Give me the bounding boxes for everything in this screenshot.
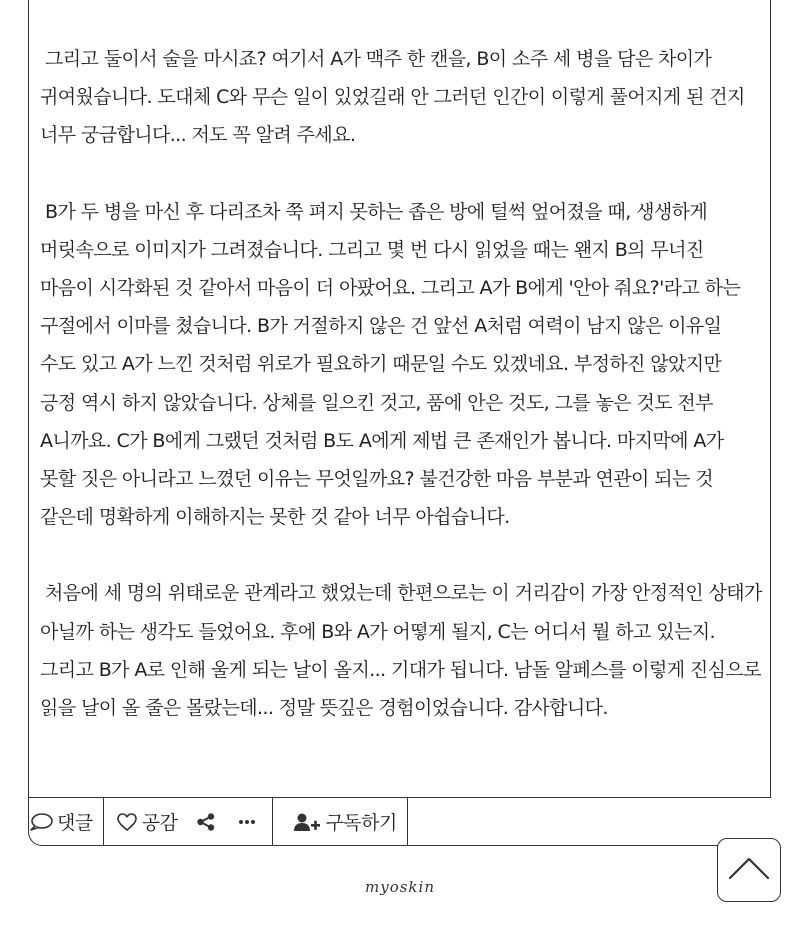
like-label: 공감	[141, 812, 178, 834]
chevron-up-icon	[727, 854, 771, 886]
comment-icon	[29, 812, 53, 832]
comment-label: 댓글	[57, 812, 93, 834]
comment-button[interactable]	[29, 798, 104, 845]
scroll-to-top-button[interactable]	[717, 838, 781, 902]
subscribe-button[interactable]	[273, 798, 407, 845]
more-button[interactable]	[217, 798, 273, 845]
post-paragraph: 그리고 둘이서 술을 마시죠? 여기서 A가 맥주 한 캔을, B이 소주 세 병을 담은 차이가 귀여웠습니다. 도대체 C와 무슨 일이 있었길래 안 그러던 인간이 이렇게 풀어지게 된 건지 너무 궁금합니다... 저도 꼭 알려 주세요.	[40, 48, 745, 147]
post-content	[40, 40, 762, 727]
post-action-bar	[28, 797, 771, 846]
share-button[interactable]	[177, 798, 217, 845]
subscribe-label: 구독하기	[325, 812, 397, 834]
heart-icon	[116, 812, 138, 832]
add-user-icon	[293, 812, 321, 832]
more-icon	[237, 812, 257, 832]
post-paragraph: 처음에 세 명의 위태로운 관계라고 했었는데 한편으로는 이 거리감이 가장 안정적인 상태가 아닐까 하는 생각도 들었어요. 후에 B와 A가 어떻게 될지, C는 어디서 뭘 하고 있는지. 그리고 B가 A로 인해 울게 되는 날이 올지... 기대가 됩니다. 남돌 알페스를 이렇게 진심으로 읽을 날이 올 줄은 몰랐는데... 정말 뜻깊은 경험이었습니다. 감사합니다.	[40, 582, 762, 720]
share-icon	[195, 812, 217, 832]
like-button[interactable]	[104, 798, 178, 845]
blog-logo: myoskin	[365, 878, 435, 896]
post-paragraph: B가 두 병을 마신 후 다리조차 쭉 펴지 못하는 좁은 방에 털썩 엎어졌을 때, 생생하게 머릿속으로 이미지가 그려졌습니다. 그리고 몇 번 다시 읽었을 때는 왠지 B의 무너진 마음이 시각화된 것 같아서 마음이 더 아팠어요. 그리고 A가 B에게 '안아 줘요?'라고 하는 구절에서 이마를 쳤습니다. B가 거절하지 않은 건 앞선 A처럼 여력이 남지 않은 이유일 수도 있고 A가 느낀 것처럼 위로가 필요하기 때문일 수도 있겠네요. 부정하진 않았지만 긍정 역시 하지 않았습니다. 상체를 일으킨 것고, 품에 안은 것도, 그를 놓은 것도 전부 A니까요. C가 B에게 그랬던 것처럼 B도 A에게 제법 큰 존재인가 봅니다. 마지막에 A가 못할 짓은 아니라고 느꼈던 이유는 무엇일까요? 불건강한 마음 부분과 연관이 되는 것 같은데 명확하게 이해하지는 못한 것 같아 너무 아쉽습니다.	[40, 200, 741, 529]
